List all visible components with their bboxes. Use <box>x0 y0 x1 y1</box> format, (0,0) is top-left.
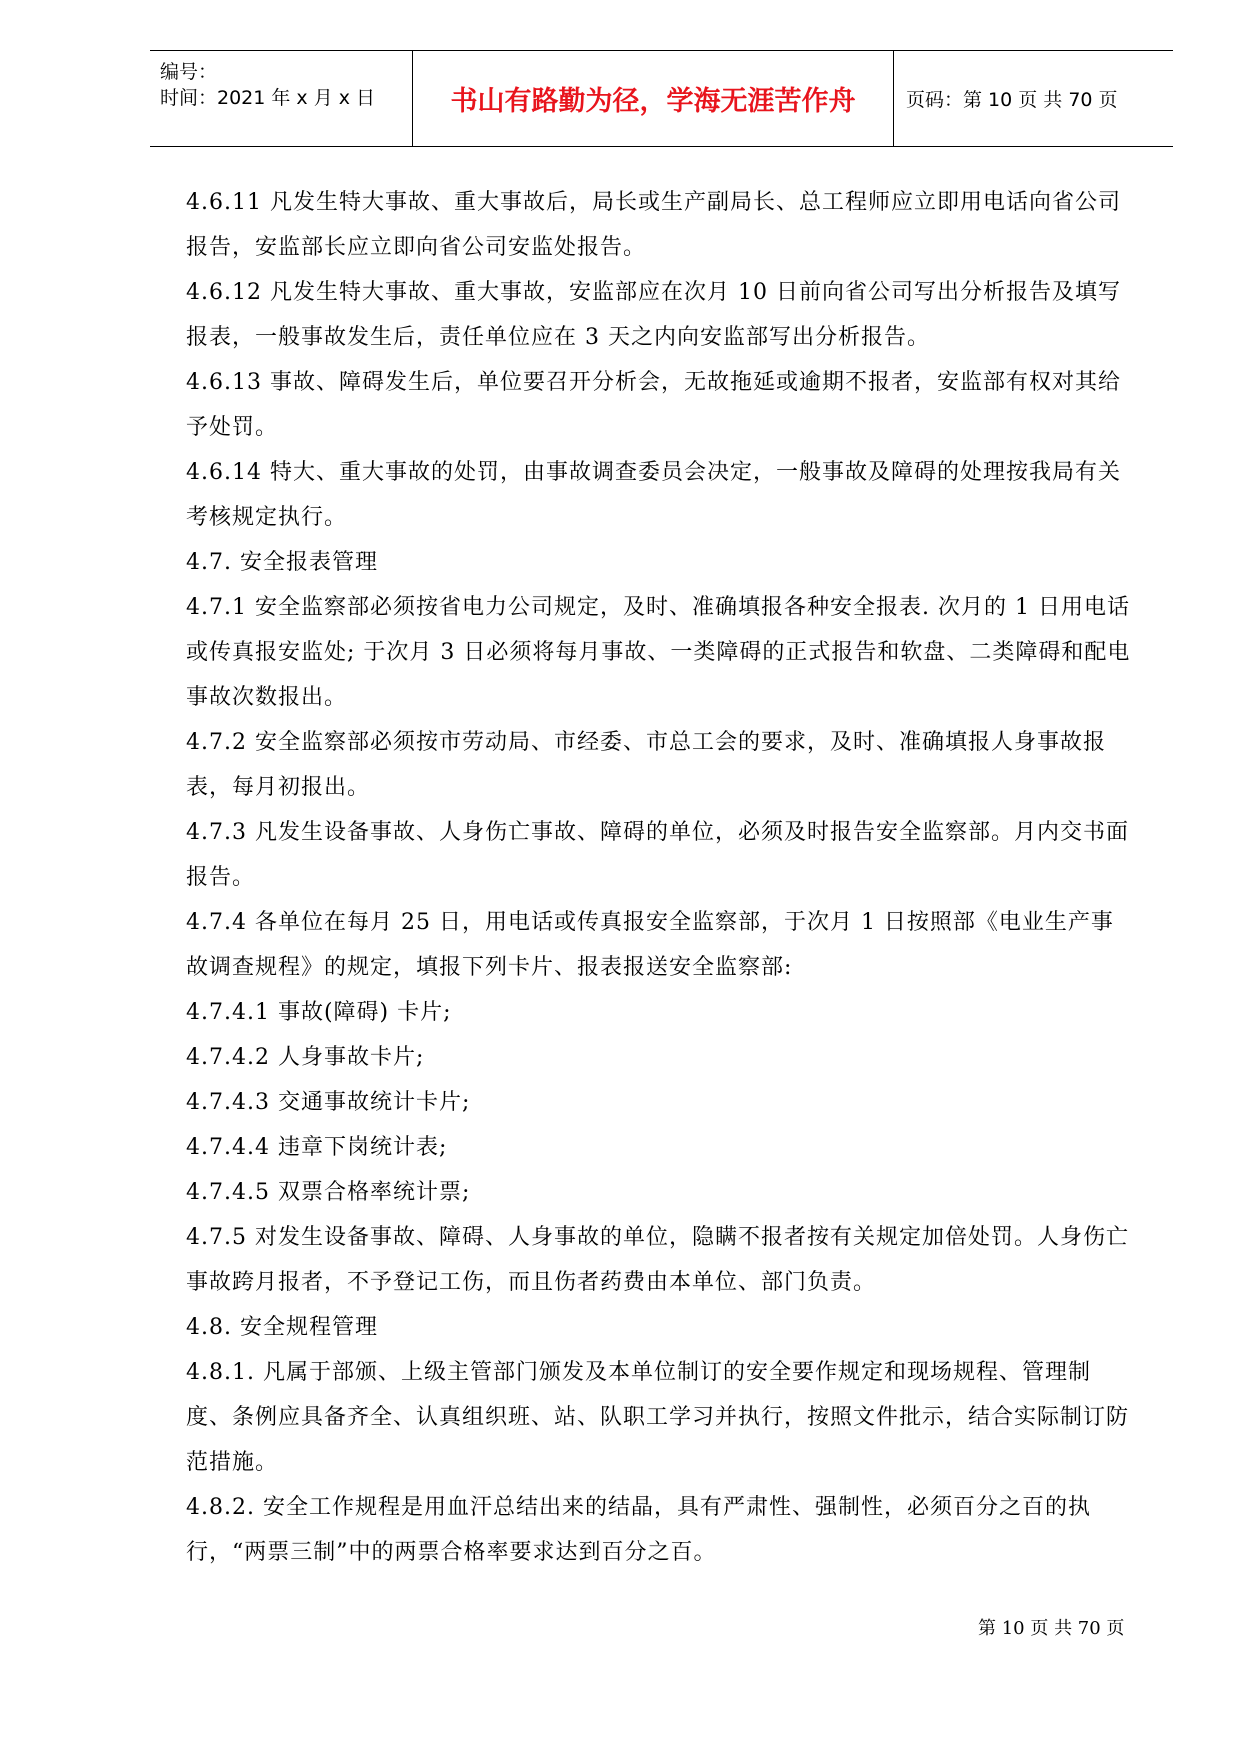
page-footer-number: 第 10 页 共 70 页 <box>978 1618 1125 1639</box>
document-date: 时间：2021 年 x 月 x 日 <box>160 87 376 109</box>
paragraph-4-7-1: 4.7.1 安全监察部必须按省电力公司规定，及时、准确填报各种安全报表. 次月的 1 日用电话或传真报安监处; 于次月 3 日必须将每月事故、一类障碍的正式报告和软盘、二类障碍和配电事故次数报出。 <box>186 595 1131 710</box>
page-header <box>150 50 1173 147</box>
paragraph-4-7-3: 4.7.3 凡发生设备事故、人身伤亡事故、障碍的单位，必须及时报告安全监察部。月内交书面报告。 <box>186 820 1129 890</box>
list-item-4-7-4-2: 4.7.4.2 人身事故卡片; <box>186 1045 425 1070</box>
paragraph-4-7-2: 4.7.2 安全监察部必须按市劳动局、市经委、市总工会的要求，及时、准确填报人身事故报表，每月初报出。 <box>186 730 1106 800</box>
paragraph-4-7-4: 4.7.4 各单位在每月 25 日，用电话或传真报安全监察部，于次月 1 日按照部《电业生产事故调查规程》的规定，填报下列卡片、报表报送安全监察部: <box>186 910 1114 980</box>
paragraph-4-6-11: 4.6.11 凡发生特大事故、重大事故后，局长或生产副局长、总工程师应立即用电话向省公司报告，安监部长应立即向省公司安监处报告。 <box>186 190 1121 260</box>
header-motto-cell <box>413 51 894 146</box>
document-number: 编号： <box>160 61 218 83</box>
paragraph-4-7-5: 4.7.5 对发生设备事故、障碍、人身事故的单位，隐瞒不报者按有关规定加倍处罚。人身伤亡事故跨月报者，不予登记工伤，而且伤者药费由本单位、部门负责。 <box>186 1225 1129 1295</box>
section-heading-4-7: 4.7. 安全报表管理 <box>186 550 378 575</box>
list-item-4-7-4-1: 4.7.4.1 事故(障碍) 卡片; <box>186 1000 452 1025</box>
paragraph-4-8-2: 4.8.2. 安全工作规程是用血汗总结出来的结晶，具有严肃性、强制性，必须百分之百的执行，“两票三制”中的两票合格率要求达到百分之百。 <box>186 1495 1091 1565</box>
header-page-cell <box>894 51 1173 146</box>
list-item-4-7-4-4: 4.7.4.4 违章下岗统计表; <box>186 1135 448 1160</box>
paragraph-4-6-13: 4.6.13 事故、障碍发生后，单位要召开分析会，无故拖延或逾期不报者，安监部有权对其给予处罚。 <box>186 370 1121 440</box>
header-page-number: 页码：第 10 页 共 70 页 <box>906 89 1118 111</box>
paragraph-4-6-12: 4.6.12 凡发生特大事故、重大事故，安监部应在次月 10 日前向省公司写出分析报告及填写报表，一般事故发生后，责任单位应在 3 天之内向安监部写出分析报告。 <box>186 280 1121 350</box>
paragraph-4-6-14: 4.6.14 特大、重大事故的处罚，由事故调查委员会决定，一般事故及障碍的处理按我局有关考核规定执行。 <box>186 460 1121 530</box>
list-item-4-7-4-3: 4.7.4.3 交通事故统计卡片; <box>186 1090 471 1115</box>
motto-text: 书山有路勤为径，学海无涯苦作舟 <box>450 86 856 117</box>
paragraph-4-8-1: 4.8.1. 凡属于部颁、上级主管部门颁发及本单位制订的安全要作规定和现场规程、管理制度、条例应具备齐全、认真组织班、站、队职工学习并执行，按照文件批示，结合实际制订防范措施。 <box>186 1360 1130 1475</box>
list-item-4-7-4-5: 4.7.4.5 双票合格率统计票; <box>186 1180 471 1205</box>
header-meta-cell <box>150 51 413 146</box>
document-body <box>186 180 1136 1575</box>
section-heading-4-8: 4.8. 安全规程管理 <box>186 1315 378 1340</box>
